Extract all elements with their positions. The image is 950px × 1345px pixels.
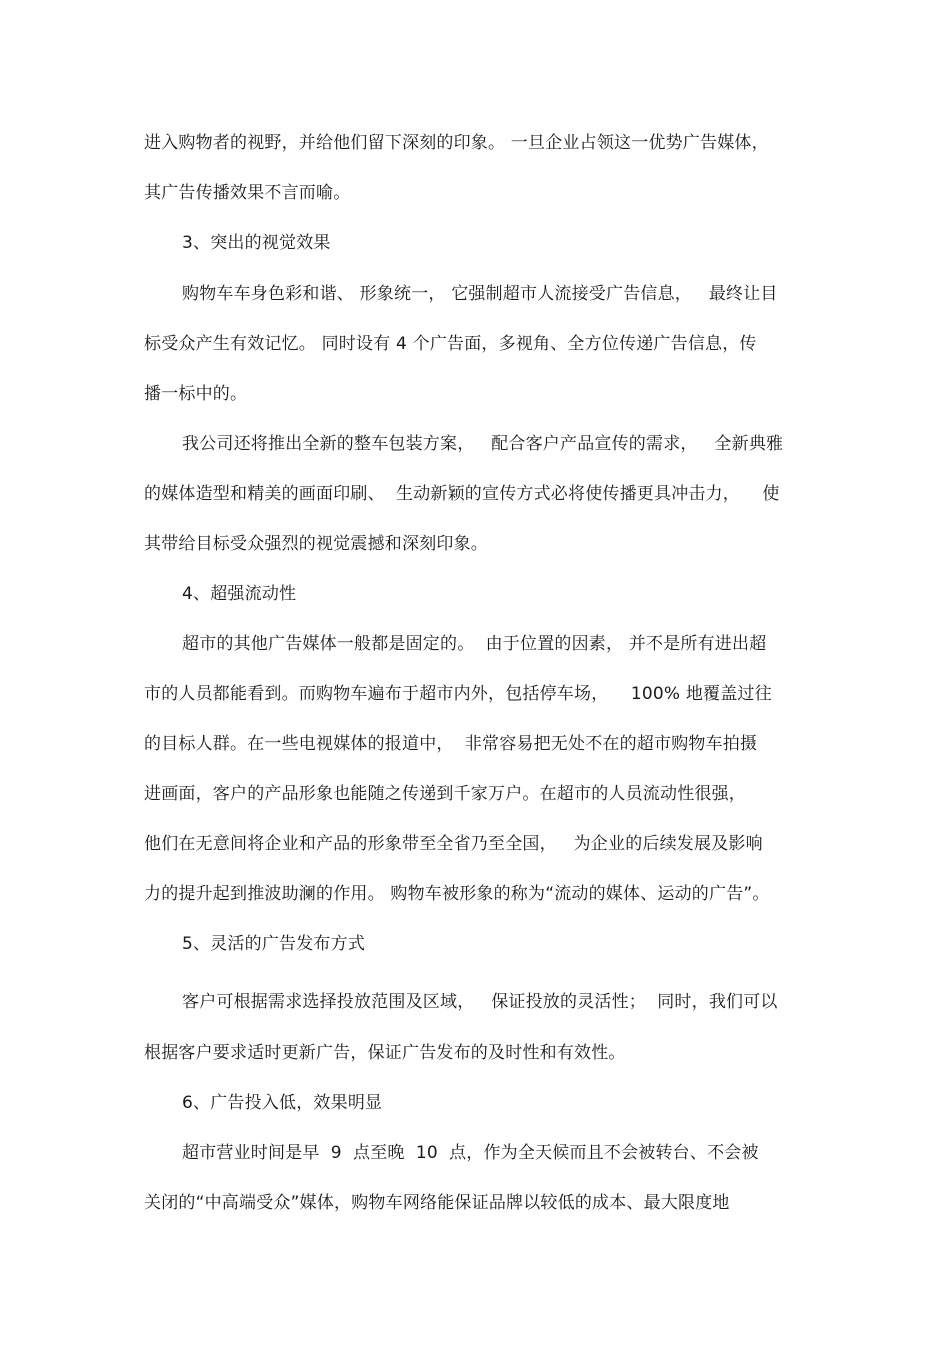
text-line: 的媒体造型和精美的画面印刷、 生动新颖的宣传方式必将使传播更具冲击力， 使 (144, 484, 780, 504)
text-line: 我公司还将推出全新的整车包装方案， 配合客户产品宣传的需求， 全新典雅 (182, 434, 784, 454)
section-heading-5: 5、灵活的广告发布方式 (182, 934, 366, 954)
text-line: 进画面，客户的产品形象也能随之传递到千家万户。在超市的人员流动性很强， (144, 784, 746, 804)
text-line: 其带给目标受众强烈的视觉震撼和深刻印象。 (144, 534, 488, 554)
section-heading-3: 3、突出的视觉效果 (182, 233, 331, 253)
text-line: 购物车车身色彩和谐、 形象统一， 它强制超市人流接受广告信息， 最终让目 (182, 284, 778, 304)
section-heading-6: 6、广告投入低，效果明显 (182, 1093, 383, 1113)
text-line: 市的人员都能看到。而购物车遍布于超市内外，包括停车场， 100% 地覆盖过往 (144, 684, 772, 704)
text-line: 他们在无意间将企业和产品的形象带至全省乃至全国， 为企业的后续发展及影响 (144, 834, 763, 854)
text-line: 标受众产生有效记忆。 同时设有 4 个广告面，多视角、全方位传递广告信息，传 (144, 334, 757, 354)
text-line: 播一标中的。 (144, 384, 248, 404)
text-line: 力的提升起到推波助澜的作用。 购物车被形象的称为“流动的媒体、运动的广告”。 (144, 884, 770, 904)
text-line: 根据客户要求适时更新广告，保证广告发布的及时性和有效性。 (144, 1043, 626, 1063)
text-line: 的目标人群。在一些电视媒体的报道中， 非常容易把无处不在的超市购物车拍摄 (144, 734, 758, 754)
text-line: 超市营业时间是早 9 点至晚 10 点，作为全天候而且不会被转台、不会被 (182, 1143, 759, 1163)
text-line: 客户可根据需求选择投放范围及区域， 保证投放的灵活性； 同时，我们可以 (182, 992, 778, 1012)
text-line: 其广告传播效果不言而喻。 (144, 183, 351, 203)
text-line: 进入购物者的视野，并给他们留下深刻的印象。 一旦企业占领这一优势广告媒体， (144, 133, 769, 153)
section-heading-4: 4、超强流动性 (182, 584, 297, 604)
text-line: 关闭的“中高端受众”媒体，购物车网络能保证品牌以较低的成本、最大限度地 (144, 1193, 730, 1213)
text-line: 超市的其他广告媒体一般都是固定的。 由于位置的因素， 并不是所有进出超 (182, 634, 767, 654)
